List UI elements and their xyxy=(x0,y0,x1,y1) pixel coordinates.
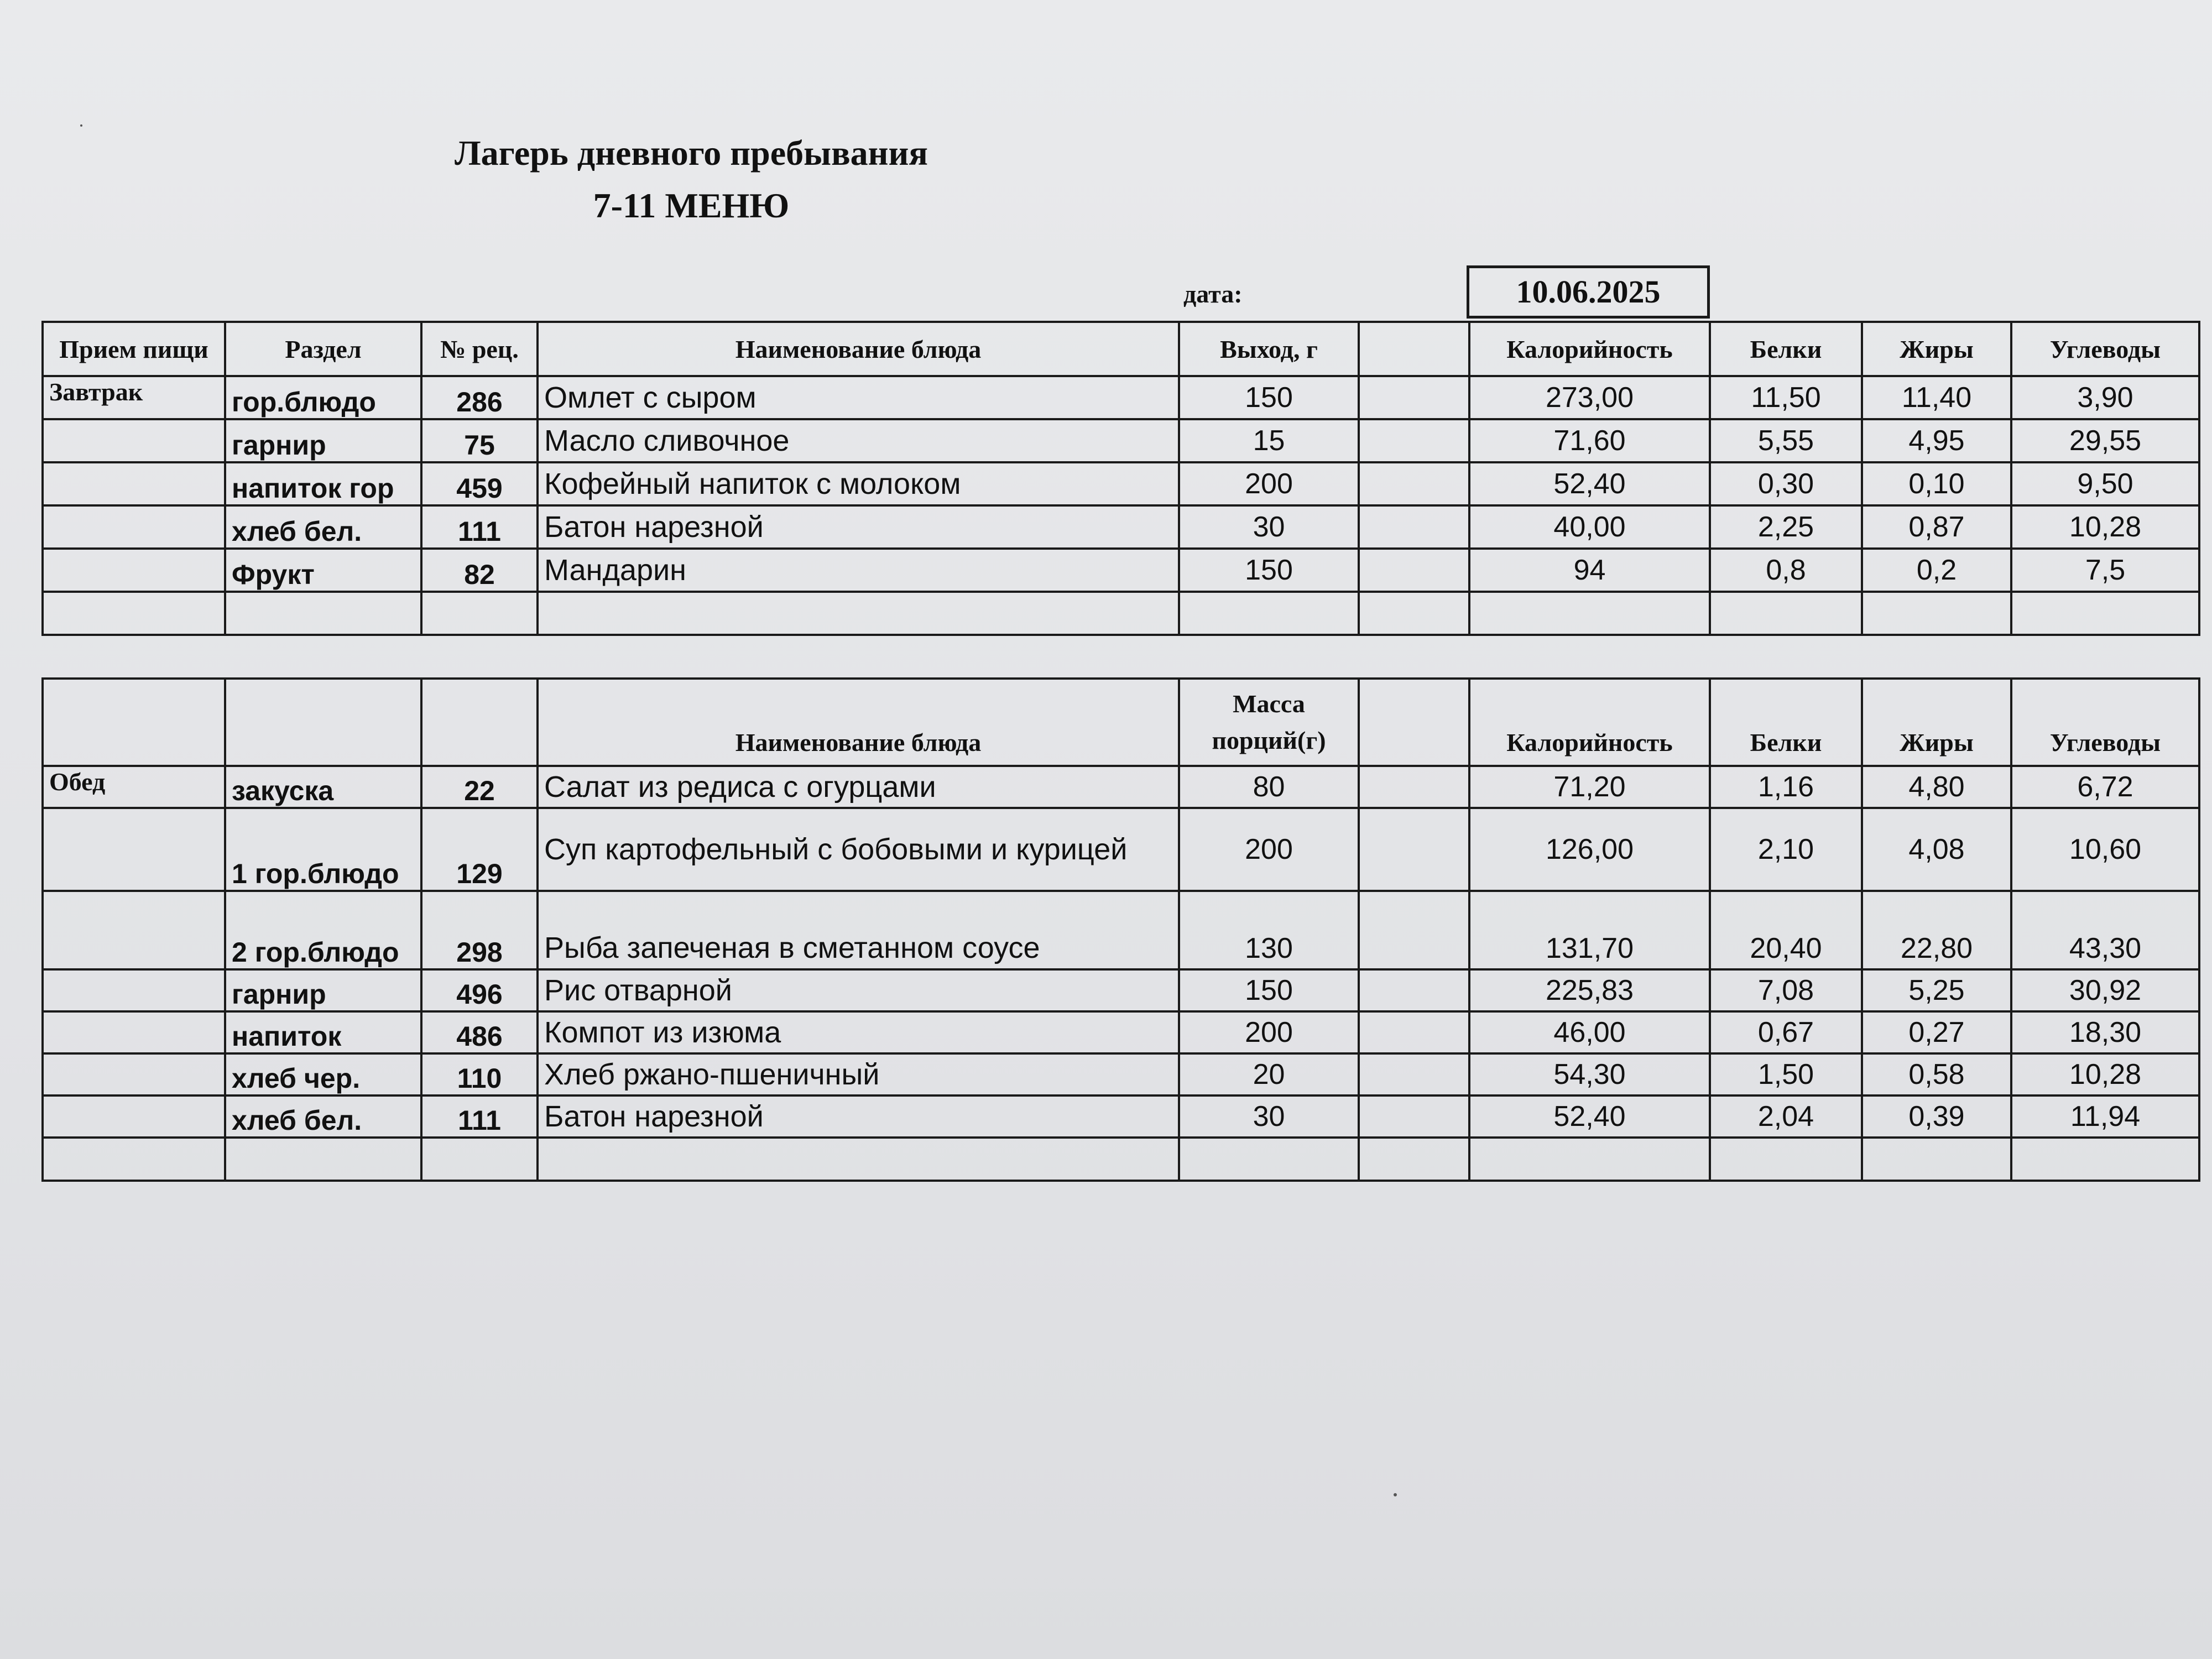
fat-cell: 0,39 xyxy=(1862,1095,2011,1138)
col-header-meal: Прием пищи xyxy=(43,322,225,376)
recipe-cell: 286 xyxy=(421,376,538,419)
col-header-output: Выход, г xyxy=(1179,322,1359,376)
empty-cell xyxy=(538,592,1179,635)
recipe-cell: 486 xyxy=(421,1011,538,1053)
meal-cell xyxy=(43,505,225,549)
calories-cell: 40,00 xyxy=(1469,505,1710,549)
empty-cell xyxy=(2011,592,2199,635)
output-cell: 150 xyxy=(1179,376,1359,419)
col-header-fat: Жиры xyxy=(1862,322,2011,376)
meal-cell xyxy=(43,808,225,891)
table-row xyxy=(43,969,2199,1011)
lunch-header-row xyxy=(43,679,2199,766)
mass-cell: 130 xyxy=(1179,891,1359,969)
mass-cell: 200 xyxy=(1179,808,1359,891)
blank-cell xyxy=(1359,505,1469,549)
calories-cell: 94 xyxy=(1469,549,1710,592)
recipe-cell: 22 xyxy=(421,766,538,808)
meal-cell xyxy=(43,1053,225,1095)
empty-cell xyxy=(225,592,421,635)
col-header-fat: Жиры xyxy=(1862,679,2011,766)
col-header-calories: Калорийность xyxy=(1469,322,1710,376)
carbs-cell: 3,90 xyxy=(2011,376,2199,419)
protein-cell: 0,8 xyxy=(1710,549,1862,592)
fat-cell: 0,10 xyxy=(1862,462,2011,505)
protein-cell: 2,04 xyxy=(1710,1095,1862,1138)
table-row xyxy=(43,1053,2199,1095)
lunch-table xyxy=(41,677,2200,1182)
col-header-calories: Калорийность xyxy=(1469,679,1710,766)
dish-cell: Масло сливочное xyxy=(538,419,1179,462)
meal-cell xyxy=(43,1011,225,1053)
col-header-mass: Масса порций(г) xyxy=(1179,679,1359,766)
date-label: дата: xyxy=(1183,280,1243,308)
date-value: 10.06.2025 xyxy=(1467,265,1710,319)
dish-cell: Рыба запеченая в сметанном соусе xyxy=(538,891,1179,969)
carbs-cell: 10,28 xyxy=(2011,1053,2199,1095)
fat-cell: 4,95 xyxy=(1862,419,2011,462)
empty-cell xyxy=(421,1138,538,1181)
blank-cell xyxy=(1359,1095,1469,1138)
dish-cell: Хлеб ржано-пшеничный xyxy=(538,1053,1179,1095)
meal-cell xyxy=(43,891,225,969)
empty-cell xyxy=(1179,592,1359,635)
mass-cell: 200 xyxy=(1179,1011,1359,1053)
carbs-cell: 18,30 xyxy=(2011,1011,2199,1053)
protein-cell: 2,10 xyxy=(1710,808,1862,891)
table-row xyxy=(43,766,2199,808)
calories-cell: 131,70 xyxy=(1469,891,1710,969)
output-cell: 30 xyxy=(1179,505,1359,549)
section-cell: напиток гор xyxy=(225,462,421,505)
fat-cell: 0,87 xyxy=(1862,505,2011,549)
empty-cell xyxy=(43,592,225,635)
empty-cell xyxy=(1469,1138,1710,1181)
dish-cell: Мандарин xyxy=(538,549,1179,592)
section-cell: хлеб чер. xyxy=(225,1053,421,1095)
blank-cell xyxy=(1359,891,1469,969)
protein-cell: 1,16 xyxy=(1710,766,1862,808)
carbs-cell: 43,30 xyxy=(2011,891,2199,969)
table-row xyxy=(43,549,2199,592)
carbs-cell: 6,72 xyxy=(2011,766,2199,808)
table-row xyxy=(43,808,2199,891)
empty-cell xyxy=(1710,592,1862,635)
recipe-cell: 298 xyxy=(421,891,538,969)
protein-cell: 7,08 xyxy=(1710,969,1862,1011)
protein-cell: 20,40 xyxy=(1710,891,1862,969)
protein-cell: 1,50 xyxy=(1710,1053,1862,1095)
dish-cell: Омлет с сыром xyxy=(538,376,1179,419)
section-cell: хлеб бел. xyxy=(225,505,421,549)
dish-cell: Кофейный напиток с молоком xyxy=(538,462,1179,505)
col-header-dish: Наименование блюда xyxy=(538,322,1179,376)
fat-cell: 4,08 xyxy=(1862,808,2011,891)
blank-cell xyxy=(1359,766,1469,808)
recipe-cell: 75 xyxy=(421,419,538,462)
calories-cell: 52,40 xyxy=(1469,1095,1710,1138)
table-row xyxy=(43,419,2199,462)
mass-cell: 30 xyxy=(1179,1095,1359,1138)
empty-row xyxy=(43,592,2199,635)
protein-cell: 5,55 xyxy=(1710,419,1862,462)
speck xyxy=(80,124,82,127)
section-cell: гарнир xyxy=(225,419,421,462)
fat-cell: 0,27 xyxy=(1862,1011,2011,1053)
meal-name: Завтрак xyxy=(43,376,225,419)
protein-cell: 2,25 xyxy=(1710,505,1862,549)
empty-cell xyxy=(1862,592,2011,635)
empty-cell xyxy=(43,1138,225,1181)
dish-cell: Батон нарезной xyxy=(538,505,1179,549)
carbs-cell: 30,92 xyxy=(2011,969,2199,1011)
recipe-cell: 111 xyxy=(421,1095,538,1138)
col-header-recipe xyxy=(421,679,538,766)
fat-cell: 5,25 xyxy=(1862,969,2011,1011)
col-header-section: Раздел xyxy=(225,322,421,376)
empty-cell xyxy=(1862,1138,2011,1181)
recipe-cell: 129 xyxy=(421,808,538,891)
section-cell: хлеб бел. xyxy=(225,1095,421,1138)
col-header-section xyxy=(225,679,421,766)
blank-cell xyxy=(1359,969,1469,1011)
blank-cell xyxy=(1359,1011,1469,1053)
fat-cell: 22,80 xyxy=(1862,891,2011,969)
fat-cell: 0,2 xyxy=(1862,549,2011,592)
calories-cell: 225,83 xyxy=(1469,969,1710,1011)
meal-cell xyxy=(43,1095,225,1138)
dish-cell: Рис отварной xyxy=(538,969,1179,1011)
col-header-recipe: № рец. xyxy=(421,322,538,376)
col-header-protein: Белки xyxy=(1710,679,1862,766)
output-cell: 200 xyxy=(1179,462,1359,505)
recipe-cell: 496 xyxy=(421,969,538,1011)
recipe-cell: 82 xyxy=(421,549,538,592)
calories-cell: 126,00 xyxy=(1469,808,1710,891)
empty-cell xyxy=(225,1138,421,1181)
carbs-cell: 10,60 xyxy=(2011,808,2199,891)
calories-cell: 273,00 xyxy=(1469,376,1710,419)
col-header-carbs: Углеводы xyxy=(2011,322,2199,376)
carbs-cell: 11,94 xyxy=(2011,1095,2199,1138)
table-row xyxy=(43,376,2199,419)
empty-cell xyxy=(1359,1138,1469,1181)
blank-cell xyxy=(1359,419,1469,462)
breakfast-table xyxy=(41,321,2200,636)
mass-cell: 80 xyxy=(1179,766,1359,808)
col-header-blank xyxy=(1359,322,1469,376)
fat-cell: 11,40 xyxy=(1862,376,2011,419)
carbs-cell: 10,28 xyxy=(2011,505,2199,549)
empty-row xyxy=(43,1138,2199,1181)
mass-cell: 20 xyxy=(1179,1053,1359,1095)
blank-cell xyxy=(1359,376,1469,419)
empty-cell xyxy=(421,592,538,635)
meal-cell xyxy=(43,462,225,505)
output-cell: 150 xyxy=(1179,549,1359,592)
table-row xyxy=(43,1095,2199,1138)
empty-cell xyxy=(1359,592,1469,635)
protein-cell: 0,30 xyxy=(1710,462,1862,505)
empty-cell xyxy=(1469,592,1710,635)
meal-name: Обед xyxy=(43,766,225,808)
protein-cell: 0,67 xyxy=(1710,1011,1862,1053)
meal-cell xyxy=(43,419,225,462)
table-row xyxy=(43,1011,2199,1053)
document-title: Лагерь дневного пребывания xyxy=(454,133,928,173)
dish-cell: Компот из изюма xyxy=(538,1011,1179,1053)
fat-cell: 0,58 xyxy=(1862,1053,2011,1095)
section-cell: гарнир xyxy=(225,969,421,1011)
empty-cell xyxy=(1179,1138,1359,1181)
calories-cell: 71,20 xyxy=(1469,766,1710,808)
calories-cell: 52,40 xyxy=(1469,462,1710,505)
speck xyxy=(1394,1493,1397,1496)
meal-cell xyxy=(43,969,225,1011)
dish-cell: Батон нарезной xyxy=(538,1095,1179,1138)
section-cell: напиток xyxy=(225,1011,421,1053)
section-cell: 1 гор.блюдо xyxy=(225,808,421,891)
blank-cell xyxy=(1359,1053,1469,1095)
carbs-cell: 29,55 xyxy=(2011,419,2199,462)
section-cell: 2 гор.блюдо xyxy=(225,891,421,969)
table-row xyxy=(43,891,2199,969)
document-subtitle: 7-11 МЕНЮ xyxy=(593,186,790,225)
blank-cell xyxy=(1359,808,1469,891)
calories-cell: 46,00 xyxy=(1469,1011,1710,1053)
calories-cell: 71,60 xyxy=(1469,419,1710,462)
meal-cell xyxy=(43,549,225,592)
col-header-protein: Белки xyxy=(1710,322,1862,376)
section-cell: Фрукт xyxy=(225,549,421,592)
dish-cell: Суп картофельный с бобовыми и курицей xyxy=(538,808,1179,891)
section-cell: закуска xyxy=(225,766,421,808)
recipe-cell: 110 xyxy=(421,1053,538,1095)
col-header-dish: Наименование блюда xyxy=(538,679,1179,766)
empty-cell xyxy=(538,1138,1179,1181)
empty-cell xyxy=(1710,1138,1862,1181)
table-row xyxy=(43,462,2199,505)
section-cell: гор.блюдо xyxy=(225,376,421,419)
protein-cell: 11,50 xyxy=(1710,376,1862,419)
carbs-cell: 7,5 xyxy=(2011,549,2199,592)
fat-cell: 4,80 xyxy=(1862,766,2011,808)
output-cell: 15 xyxy=(1179,419,1359,462)
breakfast-header-row xyxy=(43,322,2199,376)
recipe-cell: 111 xyxy=(421,505,538,549)
empty-cell xyxy=(2011,1138,2199,1181)
calories-cell: 54,30 xyxy=(1469,1053,1710,1095)
blank-cell xyxy=(1359,549,1469,592)
col-header-meal xyxy=(43,679,225,766)
dish-cell: Салат из редиса с огурцами xyxy=(538,766,1179,808)
blank-cell xyxy=(1359,462,1469,505)
carbs-cell: 9,50 xyxy=(2011,462,2199,505)
mass-cell: 150 xyxy=(1179,969,1359,1011)
recipe-cell: 459 xyxy=(421,462,538,505)
col-header-blank xyxy=(1359,679,1469,766)
col-header-carbs: Углеводы xyxy=(2011,679,2199,766)
table-row xyxy=(43,505,2199,549)
